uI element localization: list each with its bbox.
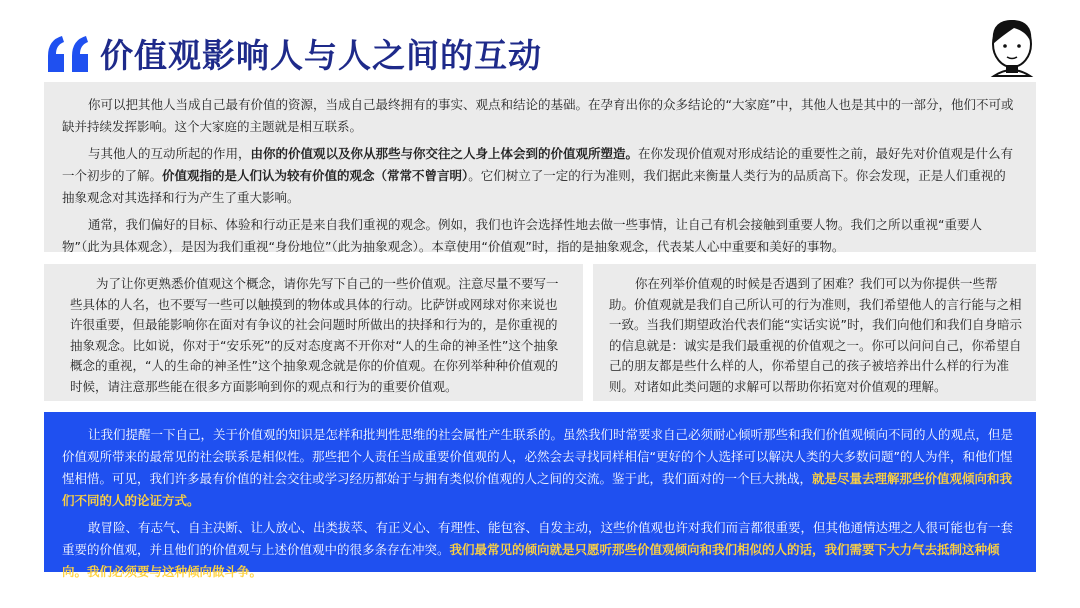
intro-bold-text: 由你的价值观以及你从那些与你交往之人身上体会到的价值观所塑造。 [250, 146, 639, 161]
intro-paragraph-2 [62, 143, 1018, 209]
intro-paragraph-3: 通常，我们偏好的目标、体验和行动正是来自我们重视的观念。例如，我们也许会选择性地去做一些事情，让自己有机会接触到重要人物。我们之所以重视“重要人物”（此为具体观念），是因为我们重视“身份地位”（此为抽象观念）。本章使用“价值观”时，指的是抽象观念，代表某人心中重要和美好的事物。 [62, 217, 982, 254]
page-title: 价值观影响人与人之间的互动 [100, 36, 542, 75]
help-panel [593, 264, 1036, 401]
intro-paragraph-1: 你可以把其他人当成自己最有价值的资源，当成自己最终拥有的事实、观点和结论的基础。在孕育出你的众多结论的“大家庭”中，其他人也是其中的一部分，他们不可或缺并持续发挥影响。这个大家庭的主题就是相互联系。 [62, 97, 1014, 134]
double-quote-icon [46, 34, 92, 74]
person-avatar-icon [984, 14, 1040, 78]
reminder-paragraph-2 [62, 517, 1018, 583]
exercise-text: 为了让你更熟悉价值观这个概念，请你先写下自己的一些价值观。注意尽量不要写一些具体的人名，也不要写一些可以触摸到的物体或具体的行动。比萨饼或网球对你来说也许很重要，但最能影响你在面对有争议的社会问题时所做出的抉择和行为的，是你重视的抽象观念。比如说，你对于“安乐死”的反对态度离不开你对“人的生命的神圣性”这个抽象概念的重视，“人的生命的神圣性”这个抽象观念就是你的价值观。在你列举种种价值观的时候，请注意那些能在很多方面影响到你的观点和行为的重要价值观。 [70, 276, 559, 394]
reminder-paragraph-1 [62, 424, 1018, 512]
reminder-text: 让我们提醒一下自己，关于价值观的知识是怎样和批判性思维的社会属性产生联系的。虽然我们时常要求自己必须耐心倾听那些和我们价值观倾向不同的人的观点，但是价值观所带来的最常见的社会联系是相似性。那些把个人责任当成重要价值观的人，必然会去寻找同样相信“更好的个人选择可以解决人类的大多数问题”的人为伴，和他们惺惺相惜。可见，我们许多最有价值的社会交往或学习经历都始于与拥有类似价值观的人之间的交流。鉴于此，我们面对的一个巨大挑战， [62, 427, 1014, 486]
reminder-text: 敢冒险、有志气、自主决断、让人放心、出类拔萃、有正义心、有理性、能包容、自发主动，这些价值观也许对我们而言都很重要，但其他通情达理之人很可能也有一套重要的价值观，并且他们的价值观与上述价值观中的很多条存在冲突。 [62, 520, 1014, 557]
intro-text: 。它们树立了一定的行为准则，我们据此来衡量人类行为的品质高下。你会发现，正是人们重视的抽象观念对其选择和行为产生了重大影响。 [62, 168, 1006, 205]
reminder-panel [44, 412, 1036, 579]
reminder-highlight: 就是尽量去理解那些价值观倾向和我们不同的人的论证方式。 [62, 471, 1013, 508]
values-definition: 价值观指的是人们认为较有价值的观念（常常不曾言明） [162, 168, 469, 183]
intro-panel [44, 82, 1036, 252]
reminder-highlight: 我们最常见的倾向就是只愿听那些价值观倾向和我们相似的人的话，我们需要下大力气去抵制这种倾向。我们必须要与这种倾向做斗争。 [62, 542, 1000, 579]
help-text: 你在列举价值观的时候是否遇到了困难？我们可以为你提供一些帮助。价值观就是我们自己所认可的行为准则，我们希望他人的言行能与之相一致。当我们期望政治代表们能“实话实说”时，我们向他们和我们自身暗示的信息就是：诚实是我们最重视的价值观之一。你可以问问自己，你希望自己的朋友都是些什么样的人，你希望自己的孩子被培养出什么样的行为准则。对诸如此类问题的求解可以帮助你拓宽对价值观的理解。 [609, 276, 1022, 394]
exercise-panel [44, 264, 583, 401]
intro-text: 与其他人的互动所起的作用， [88, 146, 251, 161]
intro-text: 在你发现价值观对形成结论的重要性之前，最好先对价值观是什么有一个初步的了解。 [62, 146, 1014, 183]
